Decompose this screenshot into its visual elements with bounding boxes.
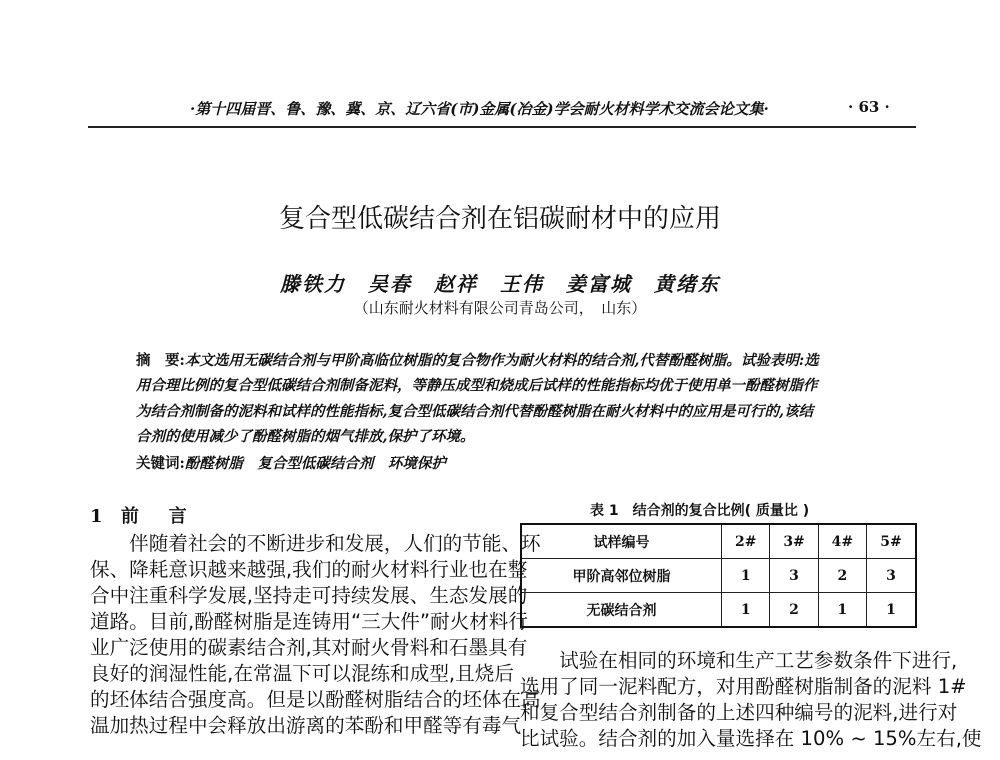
abstract-line: 摘 要:本文选用无碳结合剂与甲阶高临位树脂的复合物作为耐火材料的结合剂,代替酚醛树脂。试验表明:选 [136,352,819,369]
table-header-row: 试样编号 2# 3# 4# 5# [521,524,916,559]
body-line: 业广泛使用的碳素结合剂,其对耐火骨料和石墨具有 [90,636,528,659]
table-row: 甲阶高邻位树脂 1 3 2 3 [521,559,916,593]
table-caption: 表 1 结合剂的复合比例( 质量比 ) [590,503,810,519]
affiliation: （山东耐火材料有限公司青岛公司， 山东） [353,299,647,317]
body-line: 比试验。结合剂的加入量选择在 10% ~ 15%左右,使 [520,727,982,750]
header-rule [88,126,916,128]
section-heading: 1 前 言 [90,506,193,527]
body-line: 的坯体结合强度高。但是以酚醛树脂结合的坯体在高 [90,688,541,711]
keywords: 关键词:酚醛树脂 复合型低碳结合剂 环境保护 [136,455,446,472]
ratio-table [520,523,917,628]
body-line: 保、降耗意识越来越强,我们的耐火材料行业也在整 [90,558,528,581]
abstract-line: 用合理比例的复合型低碳结合剂制备泥料，等静压成型和烧成后试样的性能指标均优于使用单一酚醛树脂作 [136,377,818,394]
abstract-label: 摘 要: [136,352,185,369]
body-line: 伴随着社会的不断进步和发展，人们的节能、环 [90,532,541,555]
body-line: 温加热过程中会释放出游离的苯酚和甲醛等有毒气 [90,714,522,737]
body-line: 合中注重科学发展,坚持走可持续发展、生态发展的 [90,584,528,607]
paper-title: 复合型低碳结合剂在铝碳耐材中的应用 [278,204,721,234]
body-line: 和复合型结合剂制备的上述四种编号的泥料,进行对 [520,701,958,724]
body-line: 试验在相同的环境和生产工艺参数条件下进行, [520,649,958,672]
abstract-line: 合剂的使用减少了酚醛树脂的烟气排放,保护了环境。 [136,428,475,445]
page-number: · 63 · [848,98,890,116]
keywords-label: 关键词: [136,455,185,472]
abstract-line: 为结合剂制备的泥料和试样的性能指标,复合型低碳结合剂代替酚醛树脂在耐火材料中的应用是可行的,该结 [136,403,814,420]
table-row: 无碳结合剂 1 2 1 1 [521,593,916,628]
body-line: 道路。目前,酚醛树脂是连铸用“三大件”耐火材料行 [90,610,528,633]
body-line: 良好的润湿性能,在常温下可以混练和成型,且烧后 [90,662,514,685]
running-header: ·第十四届晋、鲁、豫、冀、京、辽六省(市)金属(冶金)学会耐火材料学术交流会论文集· [190,100,769,118]
authors: 滕铁力 吴春 赵祥 王伟 姜富城 黄绪东 [280,272,720,296]
body-line: 选用了同一泥料配方，对用酚醛树脂制备的泥料 1# [520,675,967,698]
